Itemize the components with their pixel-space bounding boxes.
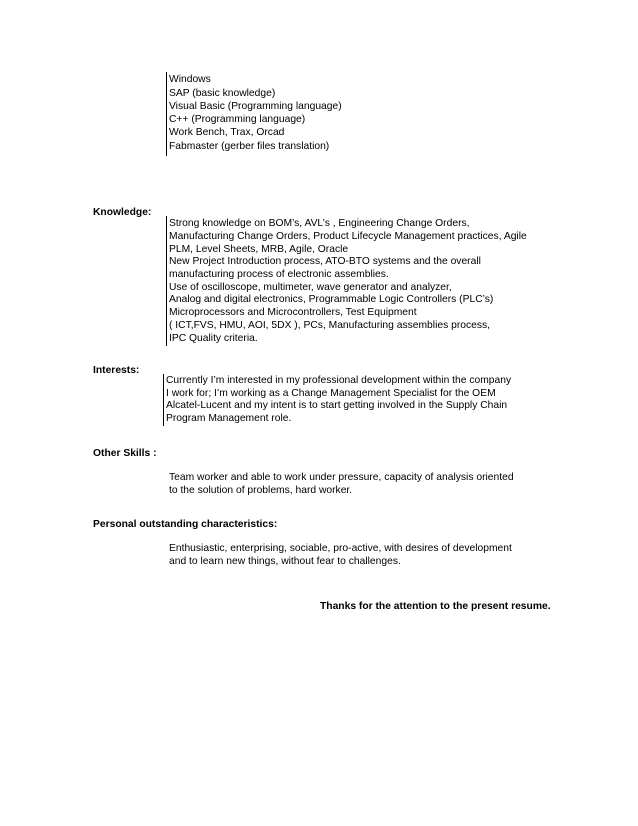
knowledge-line: PLM, Level Sheets, MRB, Agile, Oracle bbox=[169, 244, 349, 255]
knowledge-line: New Project Introduction process, ATO-BTO systems and the overall bbox=[169, 256, 481, 267]
interests-line: Currently I’m interested in my professional development within the company bbox=[166, 375, 512, 386]
knowledge-line: Microprocessors and Microcontrollers, Test Equipment bbox=[169, 307, 417, 318]
knowledge-line: Manufacturing Change Orders, Product Lifecycle Management practices, Agile bbox=[169, 231, 527, 242]
personal-heading: Personal outstanding characteristics: bbox=[93, 519, 278, 530]
software-line: Work Bench, Trax, Orcad bbox=[169, 127, 285, 138]
knowledge-line: Use of oscilloscope, multimeter, wave generator and analyzer, bbox=[169, 282, 452, 293]
knowledge-heading: Knowledge: bbox=[93, 207, 152, 218]
software-line: Fabmaster (gerber files translation) bbox=[169, 141, 330, 152]
software-line: C++ (Programming language) bbox=[169, 114, 306, 125]
software-left-rule bbox=[166, 72, 167, 156]
software-line: Visual Basic (Programming language) bbox=[169, 101, 342, 112]
personal-line: and to learn new things, without fear to challenges. bbox=[169, 556, 401, 567]
interests-line: Program Management role. bbox=[166, 413, 292, 424]
interests-line: Alcatel-Lucent and my intent is to start getting involved in the Supply Chain bbox=[166, 400, 508, 411]
software-line: SAP (basic knowledge) bbox=[169, 88, 276, 99]
knowledge-line: IPC Quality criteria. bbox=[169, 333, 258, 344]
personal-line: Enthusiastic, enterprising, sociable, pro-active, with desires of development bbox=[169, 543, 512, 554]
interests-line: I work for; I’m working as a Change Management Specialist for the OEM bbox=[166, 388, 496, 399]
software-line: Windows bbox=[169, 74, 211, 85]
other-skills-line: to the solution of problems, hard worker. bbox=[169, 485, 353, 496]
closing-statement: Thanks for the attention to the present resume. bbox=[320, 601, 551, 612]
knowledge-line: manufacturing process of electronic assemblies. bbox=[169, 269, 389, 280]
knowledge-line: ( ICT,FVS, HMU, AOI, 5DX ), PCs, Manufacturing assemblies process, bbox=[169, 320, 491, 331]
knowledge-line: Analog and digital electronics, Programmable Logic Controllers (PLC’s) bbox=[169, 294, 494, 305]
other-skills-line: Team worker and able to work under pressure, capacity of analysis oriented bbox=[169, 472, 514, 483]
interests-heading: Interests: bbox=[93, 365, 140, 376]
other-skills-heading: Other Skills : bbox=[93, 448, 157, 459]
knowledge-line: Strong knowledge on BOM’s, AVL’s , Engineering Change Orders, bbox=[169, 218, 470, 229]
knowledge-left-rule bbox=[166, 216, 167, 346]
interests-left-rule bbox=[163, 374, 164, 426]
